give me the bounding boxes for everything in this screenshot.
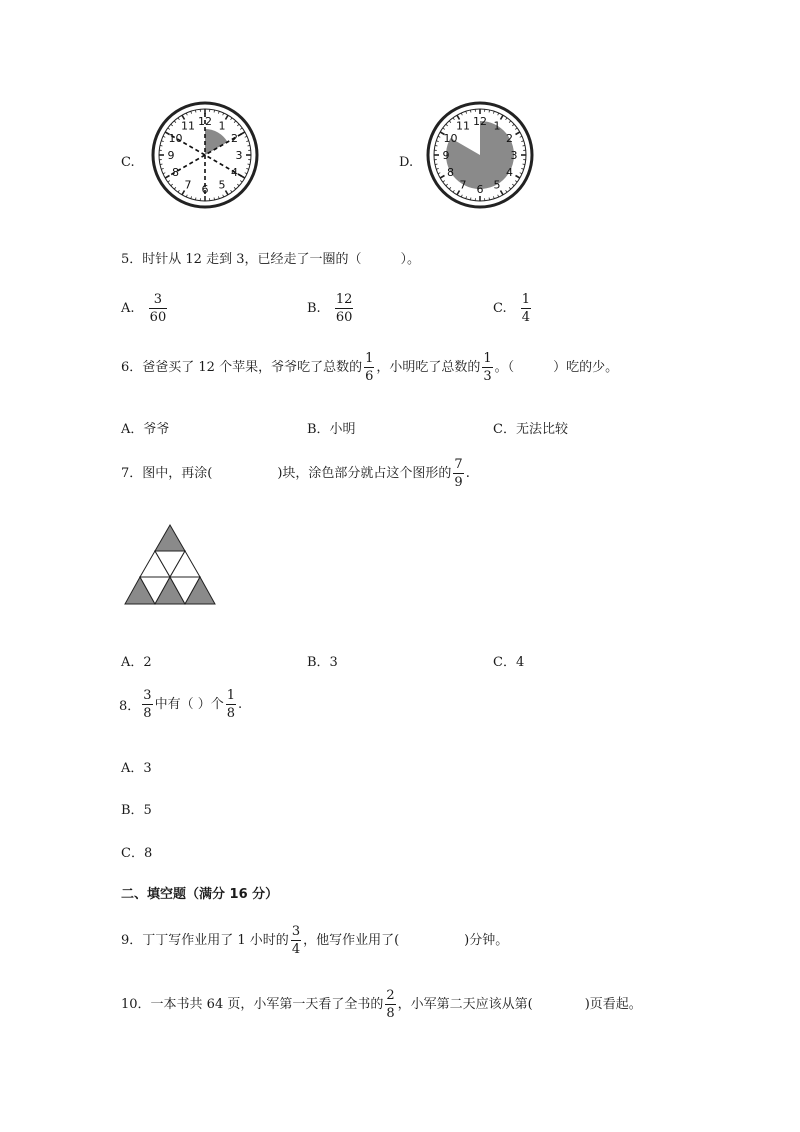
clock-d-figure (425, 100, 535, 210)
question-7-text (121, 458, 470, 489)
clock-number: 11 (456, 119, 470, 133)
text-part: 6．爸爸买了 12 个苹果，爷爷吃了总数的 (121, 360, 363, 375)
fraction: $\frac{3}{4}$ (291, 924, 301, 957)
clock-number: 6 (201, 183, 209, 196)
text-part: 。（ ）吃的少。 (494, 360, 619, 375)
clock-number: 10 (443, 132, 458, 145)
fraction: $\frac{1}{8}$ (226, 688, 235, 721)
q7-option-a[interactable]: A．2 (121, 655, 152, 670)
option-c-label[interactable]: C. (121, 155, 135, 170)
fraction: $\frac{3}{8}$ (143, 688, 152, 721)
q7-option-b[interactable]: B．3 (307, 655, 338, 670)
question-10-text (121, 989, 642, 1020)
text-part: 10．一本书共 64 页，小军第一天看了全书的 (121, 997, 384, 1012)
clock-number: 8 (172, 166, 180, 179)
section-2-title: 二、填空题（满分 16 分） (121, 887, 279, 902)
clock-tick (214, 198, 215, 200)
fraction: $\frac{3}{60}$ (149, 292, 167, 325)
clock-tick (248, 164, 250, 165)
clock-tick (523, 164, 525, 165)
clock-number: 7 (459, 178, 467, 192)
q8-option-a[interactable]: A．3 (121, 761, 152, 776)
text-part: . (237, 697, 243, 712)
clock-tick (435, 164, 437, 165)
q8-option-c[interactable]: C．8 (121, 846, 153, 861)
question-6-text (121, 352, 618, 383)
clock-tick (214, 110, 215, 112)
text-part: 7．图中，再涂( )块，涂色部分就占这个图形的 (121, 466, 452, 481)
clock-number: 12 (198, 115, 212, 128)
text-part: 9．丁丁写作业用了 1 小时的 (121, 933, 289, 948)
question-8-text (119, 689, 242, 720)
clock-number: 11 (181, 119, 195, 133)
clock-tick (195, 110, 196, 112)
clock-tick (160, 164, 162, 165)
fraction: $\frac{7}{9}$ (454, 457, 463, 490)
clock-tick (248, 145, 250, 146)
question-number: 8． (119, 699, 141, 714)
clock-number: 4 (230, 166, 238, 179)
clock-tick (160, 145, 162, 146)
clock-number: 9 (442, 149, 450, 162)
clock-tick (470, 198, 471, 200)
clock-number: 8 (447, 166, 455, 179)
clock-number: 5 (493, 178, 501, 192)
text-part: ，他写作业用了( )分钟。 (303, 933, 509, 948)
clock-number: 4 (505, 166, 513, 179)
clock-tick (435, 145, 437, 146)
q5-option-c[interactable] (493, 293, 533, 324)
clock-number: 5 (218, 178, 226, 192)
clock-number: 1 (493, 119, 501, 133)
clock-number: 7 (184, 178, 192, 192)
clock-number: 2 (505, 132, 513, 145)
q5-option-a[interactable] (121, 293, 169, 324)
fraction: $\frac{2}{8}$ (386, 988, 395, 1021)
clock-number: 1 (218, 119, 226, 133)
question-5-text: 5．时针从 12 走到 3，已经走了一圈的（ ）。 (121, 252, 420, 267)
clock-tick (489, 198, 490, 200)
clock-tick (489, 110, 490, 112)
text-part: ，小明吃了总数的 (376, 360, 481, 375)
fraction: $\frac{1}{4}$ (521, 292, 531, 325)
clock-c-figure (150, 100, 260, 210)
option-label: B. (307, 301, 321, 316)
q6-option-c[interactable]: C．无法比较 (493, 422, 568, 437)
clock-number: 3 (235, 149, 243, 162)
q6-option-b[interactable]: B．小明 (307, 422, 356, 437)
clock-number: 3 (510, 149, 518, 162)
triangle-figure (122, 524, 218, 606)
option-label: A. (121, 301, 135, 316)
clock-number: 10 (168, 132, 183, 145)
fraction: $\frac{1}{6}$ (365, 351, 374, 384)
fraction: $\frac{12}{60}$ (335, 292, 353, 325)
clock-number: 6 (476, 183, 484, 196)
clock-number: 12 (473, 115, 487, 128)
clock-number: 9 (167, 149, 175, 162)
fraction: $\frac{1}{3}$ (483, 351, 492, 384)
q5-option-b[interactable] (307, 293, 355, 324)
clock-tick (523, 145, 525, 146)
text-part: ，小军第二天应该从第( )页看起。 (397, 997, 642, 1012)
option-label: C. (493, 301, 507, 316)
q6-option-a[interactable]: A．爷爷 (121, 422, 170, 437)
q7-option-c[interactable]: C．4 (493, 655, 525, 670)
question-9-text (121, 925, 508, 956)
q8-option-b[interactable]: B．5 (121, 803, 152, 818)
clock-tick (470, 110, 471, 112)
clock-number: 2 (230, 132, 238, 145)
clock-tick (195, 198, 196, 200)
text-part: 中有（ ）个 (154, 697, 224, 712)
option-d-label[interactable]: D. (399, 155, 414, 170)
text-part: . (465, 466, 470, 481)
